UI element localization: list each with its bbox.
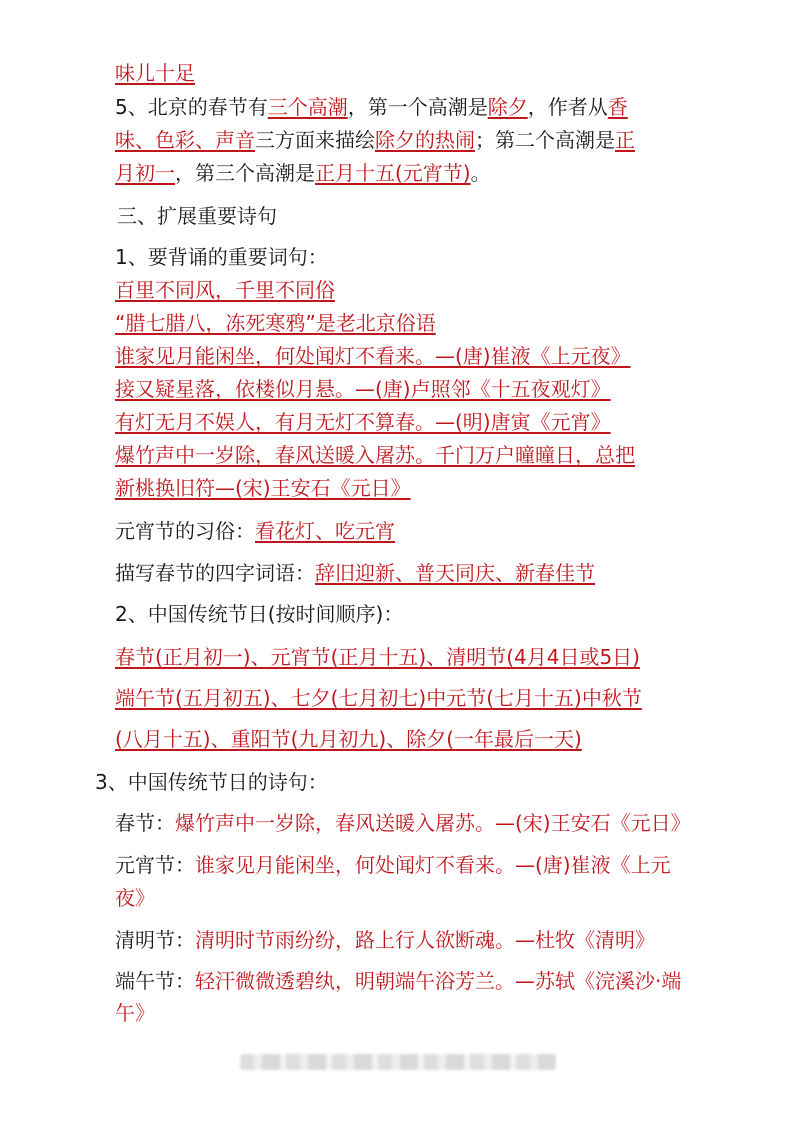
festival-line: 端午节(五月初五)、七夕(七月初七)中元节(七月十五)中秋节 — [115, 686, 642, 710]
subsection-3-title: 3、中国传统节日的诗句： — [95, 770, 328, 794]
item-5-text: 。 — [470, 161, 491, 185]
poem-text: 清明时节雨纷纷，路上行人欲断魂。—杜牧《清明》 — [195, 928, 655, 952]
answer-eve-bustle: 除夕的热闹 — [375, 128, 475, 152]
poem-spring-festival — [115, 810, 691, 836]
poem-text: 谁家见月能闲坐，何处闻灯不看来。—(唐)崔液《上元 — [195, 853, 671, 877]
blurred-footer-watermark — [240, 1054, 556, 1070]
poem-label: 端午节： — [115, 969, 195, 993]
festival-line: 春节(正月初一)、元宵节(正月十五)、清明节(4月4日或5日) — [115, 645, 640, 669]
poem-qingming — [115, 927, 655, 953]
poem-text: 爆竹声中一岁除，春风送暖入屠苏。—(宋)王安石《元日》 — [175, 811, 691, 835]
saying-line: 新桃换旧符—(宋)王安石《元日》 — [115, 476, 411, 500]
saying-line: 百里不同风，千里不同俗 — [115, 278, 335, 302]
poem-lantern-festival-line-2: 夜》 — [115, 886, 155, 910]
item-5-text: ；第二个高潮是 — [475, 128, 615, 152]
festival-line: (八月十五)、重阳节(九月初九)、除夕(一年最后一天) — [115, 727, 582, 751]
item-5-text: 三方面来描绘 — [255, 128, 375, 152]
item-5-text: ，第一个高潮是 — [347, 95, 488, 119]
lantern-customs-value: 看花灯、吃元宵 — [255, 519, 395, 543]
answer-senses: 味、色彩、声音 — [115, 128, 255, 152]
poem-lantern-festival-line-1 — [115, 852, 671, 878]
subsection-1-title: 1、要背诵的重要词句： — [115, 245, 328, 269]
answer-first-day-start: 正 — [615, 128, 635, 152]
poem-label: 清明节： — [115, 928, 195, 952]
poem-label: 元宵节： — [115, 853, 195, 877]
answer-lantern-festival: 正月十五(元宵节) — [315, 161, 471, 185]
answer-new-years-eve: 除夕 — [487, 95, 528, 119]
lantern-customs-label: 元宵节的习俗： — [115, 519, 255, 543]
item-5-line-2 — [115, 127, 635, 153]
lantern-customs-line — [115, 518, 395, 544]
poem-text: 轻汗微微透碧纨，明朝端午浴芳兰。—苏轼《浣溪沙·端 — [195, 969, 682, 993]
item-5-line-3 — [115, 160, 491, 186]
saying-line: 谁家见月能闲坐，何处闻灯不看来。—(唐)崔液《上元夜》 — [115, 344, 631, 368]
four-char-idioms-value: 辞旧迎新、普天同庆、新春佳节 — [315, 561, 595, 585]
item-5-prefix: 5、北京的春节有 — [115, 95, 268, 119]
text-line-flavor: 味儿十足 — [115, 61, 195, 85]
poem-duanwu-line-1 — [115, 968, 681, 994]
poem-label: 春节： — [115, 811, 175, 835]
answer-first-day: 月初一 — [115, 161, 175, 185]
four-char-idioms-line — [115, 560, 595, 586]
saying-line: 有灯无月不娱人，有月无灯不算春。—(明)唐寅《元宵》 — [115, 410, 611, 434]
item-5-text: ，第三个高潮是 — [175, 161, 315, 185]
saying-line: 爆竹声中一岁除，春风送暖入屠苏。千门万户曈曈日，总把 — [115, 443, 635, 467]
poem-duanwu-line-2: 午》 — [115, 1001, 155, 1025]
saying-line: “腊七腊八，冻死寒鸦”是老北京俗语 — [115, 311, 436, 335]
four-char-idioms-label: 描写春节的四字词语： — [115, 561, 315, 585]
saying-line: 接又疑星落，依楼似月悬。—(唐)卢照邻《十五夜观灯》 — [115, 377, 611, 401]
subsection-2-title: 2、中国传统节日(按时间顺序)： — [115, 602, 404, 626]
section-3-title: 三、扩展重要诗句 — [117, 204, 277, 228]
item-5-line-1 — [115, 94, 628, 120]
item-5-text: ，作者从 — [527, 95, 608, 119]
answer-three-peaks: 三个高潮 — [267, 95, 348, 119]
answer-fragrance-start: 香 — [607, 95, 628, 119]
